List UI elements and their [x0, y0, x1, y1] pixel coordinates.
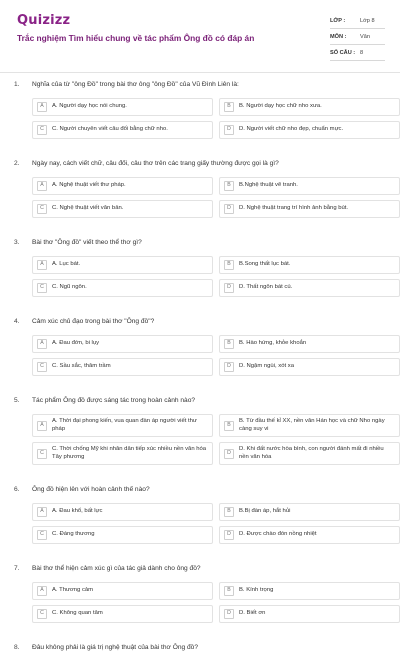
option-letter-badge: A: [37, 181, 47, 191]
option-text: A. Thương cảm: [52, 587, 94, 594]
option-letter-badge: B: [224, 102, 234, 112]
option-grid: [32, 98, 400, 139]
option-text: D. Biết ơn: [239, 610, 266, 617]
worksheet-header: [0, 0, 400, 74]
option-text: C. Sầu sắc, thâm trầm: [52, 363, 111, 370]
option-text: D. Thất ngôn bát cú.: [239, 284, 293, 291]
question-text: Tác phẩm Ông đồ được sáng tác trong hoàn cảnh nào?: [32, 397, 196, 404]
question-header: [0, 643, 400, 652]
quizizz-logo: Quizizz: [17, 13, 71, 28]
question-number: 4.: [14, 318, 20, 325]
option-grid: [32, 256, 400, 297]
answer-option-b[interactable]: [219, 582, 400, 600]
answer-option-a[interactable]: [32, 414, 213, 437]
answer-option-d[interactable]: [219, 200, 400, 218]
option-letter-badge: C: [37, 530, 47, 540]
worksheet-title: Trắc nghiệm Tìm hiểu chung về tác phẩm Ông đồ có đáp án: [17, 33, 255, 43]
answer-option-d[interactable]: [219, 605, 400, 623]
answer-option-c[interactable]: [32, 279, 213, 297]
header-divider: [0, 72, 400, 73]
option-grid: [32, 582, 400, 623]
question-text: Ngày nay, cách viết chữ, câu đối, câu thơ trên các trang giấy thường được gọi là gì?: [32, 160, 279, 167]
option-letter-badge: B: [224, 507, 234, 517]
option-text: D. Ngậm ngùi, xót xa: [239, 363, 295, 370]
answer-option-a[interactable]: [32, 177, 213, 195]
option-letter-badge: C: [37, 204, 47, 214]
meta-label: MÔN :: [330, 33, 347, 40]
question-8: [0, 643, 400, 652]
option-grid: [32, 503, 400, 544]
answer-option-d[interactable]: [219, 121, 400, 139]
option-letter-badge: D: [224, 283, 234, 293]
option-text: C. Người chuyên viết câu đối bằng chữ nho.: [52, 126, 168, 133]
answer-option-b[interactable]: [219, 256, 400, 274]
option-letter-badge: A: [37, 507, 47, 517]
question-text: Ông đồ hiện lên với hoàn cảnh thế nào?: [32, 486, 150, 493]
option-letter-badge: B: [224, 181, 234, 191]
option-letter-badge: A: [37, 339, 47, 349]
option-letter-badge: B: [224, 339, 234, 349]
answer-option-c[interactable]: [32, 526, 213, 544]
question-3: [0, 238, 400, 297]
meta-row-grade: [330, 13, 385, 29]
question-header: [0, 238, 400, 247]
answer-option-c[interactable]: [32, 605, 213, 623]
option-text: B. Kính trọng: [239, 587, 274, 594]
option-letter-badge: C: [37, 609, 47, 619]
option-letter-badge: C: [37, 125, 47, 135]
option-letter-badge: D: [224, 449, 234, 459]
question-6: [0, 485, 400, 544]
option-text: A. Đau đớn, bi lụy: [52, 340, 100, 347]
option-letter-badge: B: [224, 586, 234, 596]
question-text: Bài thơ thể hiện cảm xúc gì của tác giả dành cho ông đồ?: [32, 565, 201, 572]
meta-value: 8: [360, 49, 364, 56]
answer-option-d[interactable]: [219, 442, 400, 465]
question-text: Nghĩa của từ "ông Đồ" trong bài thơ ông "ông Đồ" của Vũ Đình Liên là:: [32, 81, 239, 88]
answer-option-b[interactable]: [219, 98, 400, 116]
option-text: B. Từ đầu thế kỉ XX, nền văn Hán học và chữ Nho ngày càng suy vi: [239, 418, 385, 432]
option-text: C. Thời chống Mỹ khi nhân dân tiếp xúc nhiều nền văn hóa Tây phương: [52, 446, 207, 460]
question-number: 3.: [14, 239, 20, 246]
option-letter-badge: A: [37, 586, 47, 596]
question-2: [0, 159, 400, 218]
option-text: C. Đáng thương: [52, 531, 95, 538]
question-number: 8.: [14, 644, 20, 651]
question-text: Đâu không phải là giá trị nghệ thuật của bài thơ Ông đồ?: [32, 644, 198, 651]
answer-option-c[interactable]: [32, 121, 213, 139]
option-text: A. Lục bát.: [52, 261, 81, 268]
answer-option-c[interactable]: [32, 358, 213, 376]
option-letter-badge: D: [224, 530, 234, 540]
question-header: [0, 159, 400, 168]
answer-option-c[interactable]: [32, 442, 213, 465]
option-letter-badge: C: [37, 449, 47, 459]
option-letter-badge: D: [224, 362, 234, 372]
answer-option-a[interactable]: [32, 98, 213, 116]
option-text: C. Nghệ thuật viết văn bản.: [52, 205, 124, 212]
meta-label: LỚP :: [330, 17, 346, 24]
option-text: B. Hào hứng, khỏe khoắn: [239, 340, 307, 347]
option-letter-badge: C: [37, 362, 47, 372]
option-grid: [32, 177, 400, 218]
option-text: D. Người viết chữ nho đẹp, chuẩn mực.: [239, 126, 344, 133]
option-letter-badge: A: [37, 102, 47, 112]
answer-option-d[interactable]: [219, 526, 400, 544]
worksheet-meta: [330, 13, 385, 61]
answer-option-a[interactable]: [32, 335, 213, 353]
option-letter-badge: D: [224, 204, 234, 214]
question-number: 1.: [14, 81, 20, 88]
question-header: [0, 80, 400, 89]
option-text: D. Được chào đón nồng nhiệt: [239, 531, 317, 538]
answer-option-a[interactable]: [32, 503, 213, 521]
meta-row-count: [330, 45, 385, 61]
answer-option-a[interactable]: [32, 256, 213, 274]
answer-option-b[interactable]: [219, 503, 400, 521]
question-number: 6.: [14, 486, 20, 493]
question-number: 7.: [14, 565, 20, 572]
option-letter-badge: A: [37, 421, 47, 431]
option-grid: [32, 335, 400, 376]
option-letter-badge: D: [224, 609, 234, 619]
answer-option-d[interactable]: [219, 358, 400, 376]
meta-row-subject: [330, 29, 385, 45]
option-grid: [32, 414, 400, 465]
question-1: [0, 80, 400, 139]
option-text: A. Nghệ thuật viết thư pháp.: [52, 182, 126, 189]
option-text: B. Người dạy học chữ nho xưa.: [239, 103, 322, 110]
question-header: [0, 317, 400, 326]
question-header: [0, 564, 400, 573]
option-text: C. Ngũ ngôn.: [52, 284, 87, 291]
answer-option-b[interactable]: [219, 177, 400, 195]
answer-option-b[interactable]: [219, 414, 400, 437]
option-text: C. Không quan tâm: [52, 610, 103, 617]
answer-option-b[interactable]: [219, 335, 400, 353]
option-letter-badge: D: [224, 125, 234, 135]
option-text: B.Nghệ thuật vẽ tranh.: [239, 182, 298, 189]
question-text: Cảm xúc chủ đạo trong bài thơ "Ông đồ"?: [32, 318, 155, 325]
question-list: [0, 80, 400, 652]
meta-value: Văn: [360, 33, 370, 40]
answer-option-c[interactable]: [32, 200, 213, 218]
option-text: A. Thời đại phong kiến, vua quan đàn áp người viết thư pháp: [52, 418, 197, 432]
question-header: [0, 485, 400, 494]
option-text: B.Song thất lục bát.: [239, 261, 291, 268]
option-text: A. Đau khổ, bất lực: [52, 508, 103, 515]
option-letter-badge: C: [37, 283, 47, 293]
question-5: [0, 396, 400, 465]
question-7: [0, 564, 400, 623]
answer-option-a[interactable]: [32, 582, 213, 600]
question-header: [0, 396, 400, 405]
option-letter-badge: A: [37, 260, 47, 270]
option-letter-badge: B: [224, 421, 234, 431]
question-number: 2.: [14, 160, 20, 167]
question-number: 5.: [14, 397, 20, 404]
option-letter-badge: B: [224, 260, 234, 270]
option-text: D. Nghệ thuật trang trí hình ảnh bằng bút.: [239, 205, 349, 212]
question-text: Bài thơ "Ông đồ" viết theo thể thơ gì?: [32, 239, 142, 246]
meta-label: SỐ CÂU :: [330, 49, 356, 56]
question-4: [0, 317, 400, 376]
answer-option-d[interactable]: [219, 279, 400, 297]
option-text: A. Người dạy học nói chung.: [52, 103, 127, 110]
option-text: B.Bị đàn áp, hắt hủi: [239, 508, 291, 515]
option-text: D. Khi đất nước hòa bình, con người đánh mất đi nhiều nền văn hóa: [239, 446, 384, 460]
meta-value: Lớp 8: [360, 17, 375, 24]
